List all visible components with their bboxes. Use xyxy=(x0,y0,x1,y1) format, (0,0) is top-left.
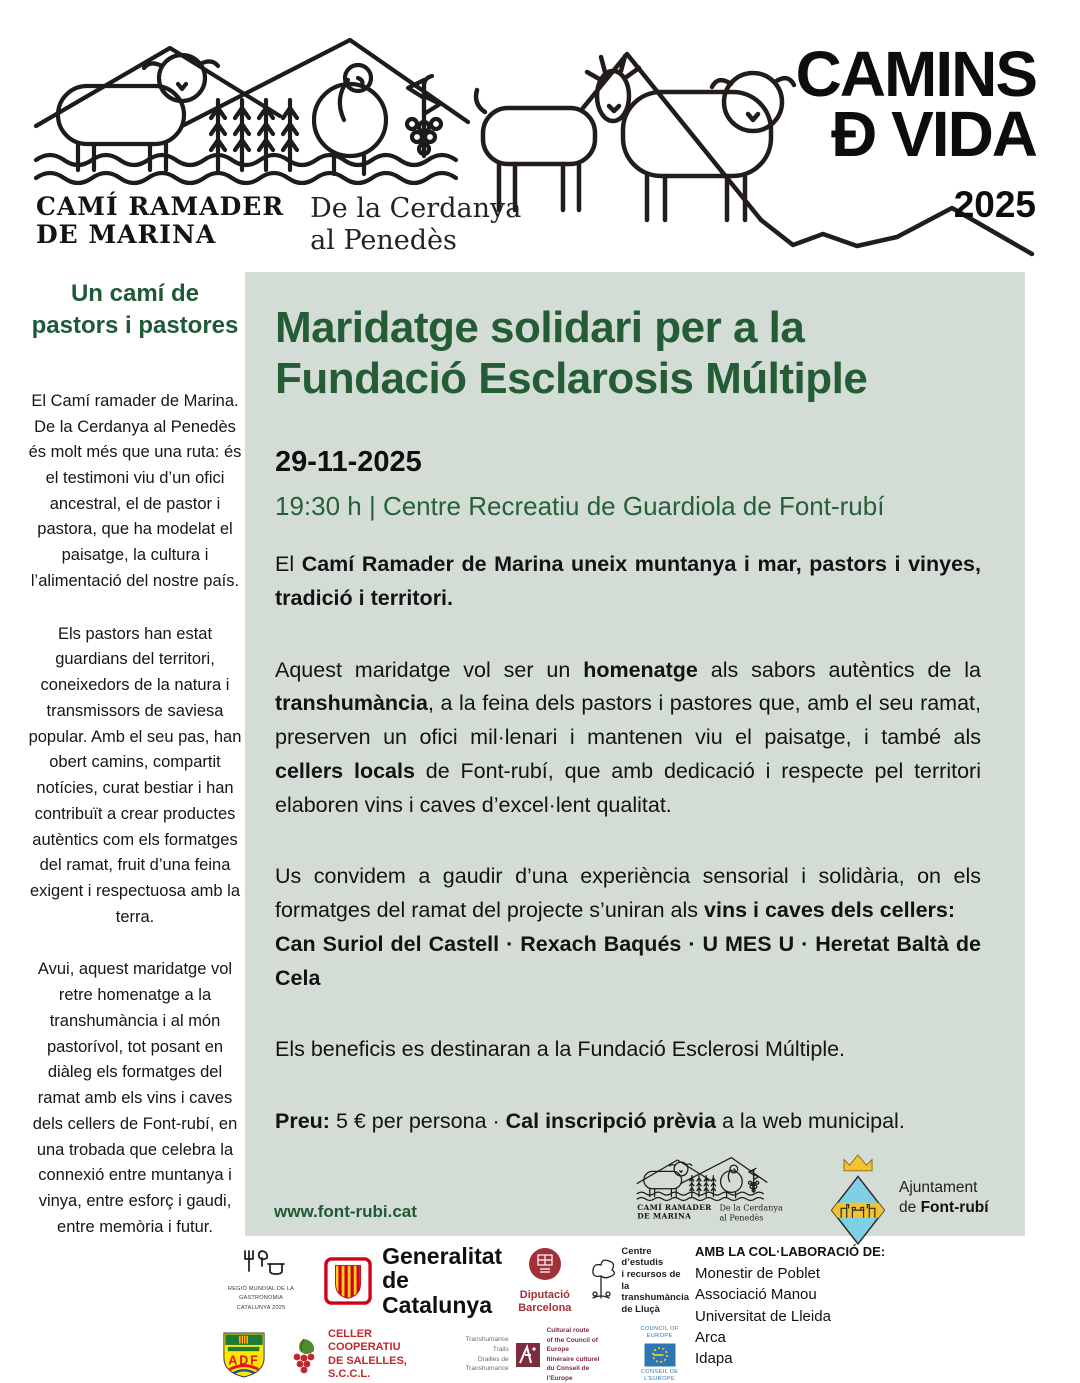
cami-ramader-illustration-icon xyxy=(32,28,472,183)
sidebar-paragraph: Avui, aquest maridatge vol retre homenatge a la transhumància i al món pastorívol, tot posant en diàleg els formatges del ramat amb els vins i caves dels cellers de Font-rubí, en una trobada que celebra la connexió entre muntanya i vinya, entre esforç i gaudi, entre memòria i futur. xyxy=(32,960,238,1236)
event-title: Maridatge solidari per a la Fundació Esclarosis Múltiple xyxy=(275,303,868,404)
collaborator: Associació Manou xyxy=(695,1286,817,1304)
sponsor-logos xyxy=(214,1244,689,1383)
event-panel xyxy=(245,272,1025,1236)
cami-ramader-illustration-icon xyxy=(636,1154,768,1201)
collaborator: Universitat de Lleida xyxy=(695,1307,831,1325)
municipal-website-link[interactable]: www.font-rubi.cat xyxy=(274,1202,417,1221)
ajuntament-label: Ajuntament de Font-rubí xyxy=(899,1178,989,1216)
brand-name: CAMÍ RAMADER DE MARINA xyxy=(36,192,285,249)
collaborator: Idapa xyxy=(695,1350,733,1368)
event-description xyxy=(275,548,981,1139)
cami-ramader-logo-small: CAMÍ RAMADER DE MARINA De la Cerdanya al Penedès xyxy=(636,1154,786,1236)
paragraph-wineries: Us convidem a gaudir d’una experiència sensorial i solidària, on els formatges del ramat del projecte s’uniran als vins i caves dels cellers: Can Suriol del Castell · Rexach Baqués · U MES U · Heretat Baltà de Cela xyxy=(275,864,981,990)
svg-text:ADF: ADF xyxy=(228,1353,260,1368)
collaborators xyxy=(695,1244,1040,1369)
adf-shield-logo xyxy=(222,1331,266,1379)
sidebar xyxy=(28,278,242,1268)
gastronomia-logo: REGIÓ MUNDIAL DE LA GASTRONOMIA CATALUNYA 2025 xyxy=(214,1248,308,1314)
paragraph-price: Preu: 5 € per persona · Cal inscripció prèvia a la web municipal. xyxy=(275,1109,905,1134)
sidebar-paragraph: Els pastors han estat guardians del territori, coneixedors de la natura i transmissors de saviesa popular. Amb el seu pas, han obert camins, compartit notícies, curat bestiar i han contribuït a crear productes autèntics com els formatges del ramat, fruit d’una feina exigent i respectuosa amb la terra. xyxy=(28,624,242,926)
trails-emblem-icon xyxy=(516,1343,540,1367)
senyera-shield-icon xyxy=(324,1257,372,1305)
grape-leaf-icon xyxy=(290,1337,320,1373)
transhumance-trails-logo: Transhumance Trails Drailles de Transhumance Cultural route of the Council of Europe Itinéraire culturel du Conseil de l’Europe xyxy=(465,1327,600,1382)
paragraph-intro: El Camí Ramader de Marina uneix muntanya i mar, pastors i vinyes, tradició i territori. xyxy=(275,552,981,610)
brand-subtitle: De la Cerdanya al Penedès xyxy=(310,193,522,256)
paragraph-benefits: Els beneficis es destinaran a la Fundació Esclerosi Múltiple. xyxy=(275,1037,846,1062)
sidebar-title: Un camí de pastors i pastores xyxy=(31,280,239,340)
gastronomy-icon xyxy=(238,1248,284,1278)
tree-sketch-icon xyxy=(587,1260,615,1302)
generalitat-logo: Generalitat de Catalunya xyxy=(324,1244,502,1317)
celler-salelles-logo: CELLER COOPERATIU DE SALELLES, S.C.C.L. xyxy=(290,1328,425,1381)
camins-de-vida-wordmark: CAMINS Đ VIDA xyxy=(795,38,1036,171)
paragraph-homage: Aquest maridatge vol ser un homenatge als sabors autèntics de la transhumància, a la feina dels pastors i pastores que, amb el seu ramat, preserven un ofici mil·lenari i mantenen viu el paisatge, i també als cellers locals de Font-rubí, que amb dedicació i respecte pel territori elaboren vins i caves d’excel·lent qualitat. xyxy=(275,657,981,817)
edition-year: 2025 xyxy=(953,184,1036,225)
diputacio-barcelona-logo: Diputació Barcelona xyxy=(518,1246,571,1314)
event-date: 29-11-2025 xyxy=(275,446,422,479)
font-rubi-coat-of-arms-icon xyxy=(828,1150,888,1246)
council-of-europe-logo: COUNCIL OF EUROPE CONSEIL DE L'EUROPE xyxy=(640,1326,679,1382)
collaborator: Arca xyxy=(695,1328,726,1346)
sidebar-paragraph: El Camí ramader de Marina. De la Cerdanya al Penedès és molt més que una ruta: és el testimoni viu d’un ofici ancestral, el de pastor i pastora, que ha modelat el paisatge, la cultura i l’alimentació del nostre país. xyxy=(28,391,242,590)
europe-stars-icon xyxy=(644,1343,676,1367)
event-time-place: 19:30 h | Centre Recreatiu de Guardiola de Font-rubí xyxy=(275,491,885,522)
centre-transhumancia-logo: Centre d’estudis i recursos de la transhumància de Lluçà xyxy=(587,1246,689,1315)
ajuntament-font-rubi-logo xyxy=(828,1150,989,1246)
cami-ramader-logo xyxy=(32,28,522,257)
collaborator: Monestir de Poblet xyxy=(695,1265,821,1282)
diputacio-seal-icon xyxy=(527,1246,563,1282)
collaborators-title: AMB LA COL·LABORACIÓ DE: xyxy=(695,1244,886,1259)
